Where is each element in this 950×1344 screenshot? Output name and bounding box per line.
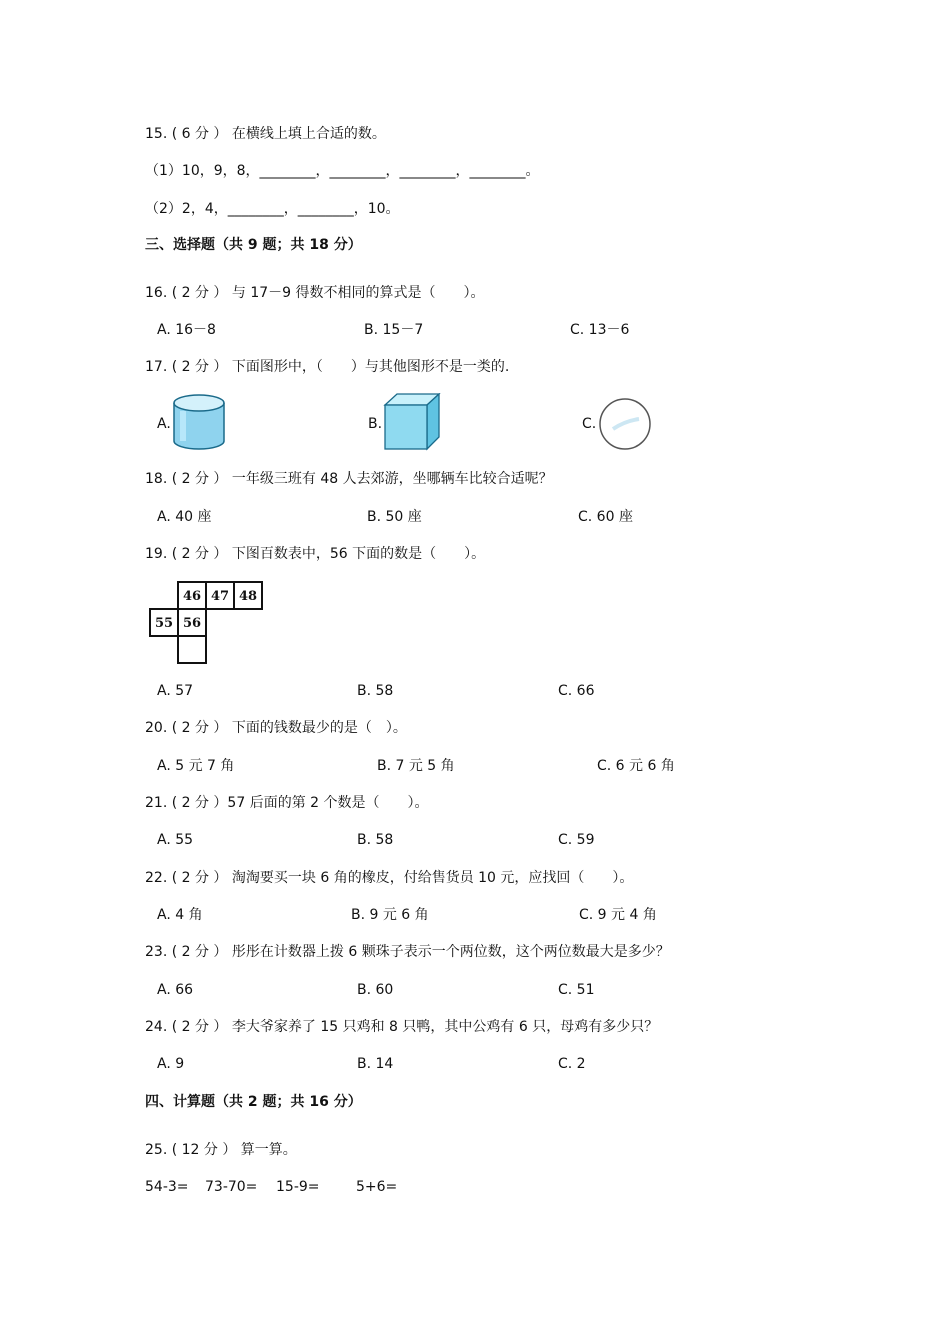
q18-stem: 18. ( 2 分 ） 一年级三班有 48 人去郊游，坐哪辆车比较合适呢？ [145, 471, 553, 487]
q18-option-c[interactable]: C. 60 座 [578, 509, 633, 525]
q20-stem: 20. ( 2 分 ） 下面的钱数最少的是（ ）。 [145, 720, 407, 736]
q19-option-a[interactable]: A. 57 [157, 683, 194, 699]
q17-stem: 17. ( 2 分 ） 下面图形中，（ ）与其他图形不是一类的. [145, 359, 510, 375]
q17-option-b[interactable]: B. [368, 416, 383, 432]
cylinder-image [172, 393, 226, 451]
q23-option-a[interactable]: A. 66 [157, 982, 194, 998]
q25-expr-2: 73-70= [205, 1179, 258, 1195]
q21-option-c[interactable]: C. 59 [558, 832, 595, 848]
q17-option-c[interactable]: C. [582, 416, 597, 432]
q16-option-c[interactable]: C. 13－6 [570, 322, 630, 338]
q16-option-a[interactable]: A. 16－8 [157, 322, 216, 338]
q23-option-c[interactable]: C. 51 [558, 982, 595, 998]
q16-stem: 16. ( 2 分 ） 与 17－9 得数不相同的算式是（ ）。 [145, 285, 485, 301]
q19-option-c[interactable]: C. 66 [558, 683, 595, 699]
q15-part2: （2）2，4，________，________，10。 [145, 201, 400, 217]
q19-stem: 19. ( 2 分 ） 下图百数表中，56 下面的数是（ ）。 [145, 546, 486, 562]
q19-option-b[interactable]: B. 58 [357, 683, 394, 699]
section-3-title: 三、选择题（共 9 题；共 18 分） [145, 237, 362, 253]
q21-stem: 21. ( 2 分 ）57 后面的第 2 个数是（ ）。 [145, 795, 429, 811]
q21-option-b[interactable]: B. 58 [357, 832, 394, 848]
q21-option-a[interactable]: A. 55 [157, 832, 194, 848]
q16-option-b[interactable]: B. 15－7 [364, 322, 424, 338]
q15-part1: （1）10，9，8，________，________，________，________。 [145, 163, 540, 179]
cube-image [383, 393, 441, 451]
q24-option-c[interactable]: C. 2 [558, 1056, 586, 1072]
q20-option-b[interactable]: B. 7 元 5 角 [377, 758, 455, 774]
q20-option-a[interactable]: A. 5 元 7 角 [157, 758, 235, 774]
q22-option-c[interactable]: C. 9 元 4 角 [579, 907, 657, 923]
cell-56: 56 [182, 616, 202, 631]
q24-stem: 24. ( 2 分 ） 李大爷家养了 15 只鸡和 8 只鸭，其中公鸡有 6 只，母鸡有多少只？ [145, 1019, 659, 1035]
hundred-chart [148, 580, 264, 666]
cell-46: 46 [182, 589, 202, 604]
q23-stem: 23. ( 2 分 ） 彤彤在计数器上拨 6 颗珠子表示一个两位数，这个两位数最大是多少？ [145, 944, 670, 960]
q24-option-a[interactable]: A. 9 [157, 1056, 185, 1072]
cell-55: 55 [154, 616, 174, 631]
q18-option-b[interactable]: B. 50 座 [367, 509, 422, 525]
q22-option-b[interactable]: B. 9 元 6 角 [351, 907, 429, 923]
section-4-title: 四、计算题（共 2 题；共 16 分） [145, 1094, 362, 1110]
q25-expr-4: 5+6= [356, 1179, 398, 1195]
q22-stem: 22. ( 2 分 ） 淘淘要买一块 6 角的橡皮，付给售货员 10 元，应找回（ ）。 [145, 870, 634, 886]
q22-option-a[interactable]: A. 4 角 [157, 907, 203, 923]
sphere-image [597, 397, 653, 451]
q18-option-a[interactable]: A. 40 座 [157, 509, 212, 525]
cell-47: 47 [210, 589, 230, 604]
q20-option-c[interactable]: C. 6 元 6 角 [597, 758, 675, 774]
q25-expr-1: 54-3= [145, 1179, 189, 1195]
q25-expr-3: 15-9= [276, 1179, 320, 1195]
cell-48: 48 [238, 589, 258, 604]
q24-option-b[interactable]: B. 14 [357, 1056, 394, 1072]
q25-stem: 25. ( 12 分 ） 算一算。 [145, 1142, 297, 1158]
q23-option-b[interactable]: B. 60 [357, 982, 394, 998]
q15-stem: 15. ( 6 分 ） 在横线上填上合适的数。 [145, 126, 386, 142]
q17-option-a[interactable]: A. [157, 416, 171, 432]
